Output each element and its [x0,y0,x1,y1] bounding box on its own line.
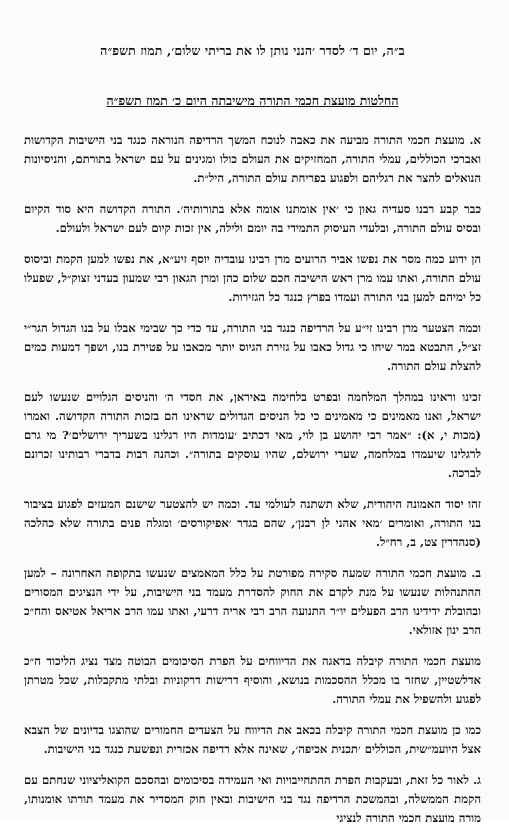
document-title: החלטות מועצת חכמי התורה מישיבתה היום כ׳ תמוז תשפ״ה [106,93,399,108]
paragraph-7: ב. מועצת חכמי התורה שמעה סקירה מפורטת על כלל המאמצים שנעשו בתקופה האחרונה – למען ההתנהלות שנעשו על מנת לקדם את החוק להסדרת מעמד בני הישיבות, על ידי הנציגים המסורים ובהובלת ידידינו הרב הפעלים יו״ר התנועה הרב רבי אריה דרעי, ואתו עמו הרב אריאל אטיאס והח״כ הרב ינון אזולאי. [24,566,481,637]
paragraph-5: זכינו וראינו במהלך המלחמה ובפרט בלחימה באיראן, את חסדי ה׳ והניסים הגלויים שנעשו לעם ישראל, ואנו מאמינים כי מאמינים כי כל הניסים הגדולים שראינו הם בזכות התורה הקדושה. ואמרו (מכות י, א): ״אמר רבי יהושע בן לוי, מאי דכתיב ׳עומדות היו רגלינו בשעריך ירושלים׳? מי גרם לרגלינו שיעמדו במלחמה, שערי ירושלם, שהיו עוסקים בתורה״. וכהנה רבות בדברי רבותינו זכרונם לברכה. [24,390,481,480]
document-header-line: ב״ה, יום ד׳ לסדר ׳הנני נותן לו את בריתי שלום׳, תמוז תשפ״ה [100,43,405,58]
paragraph-1: א. מועצת חכמי התורה מביעה את כאבה לנוכח המשך הרדיפה הנוראה כנגד בני הישיבות הקדושות ואברכי הכוללים, עמלי התורה, המחזיקים את העולם כולו ומגינים על עם ישראל בתורתם, והניסיונות הנואלים להצר את רגליהם ולפגוע בפריחת עולם התורה, היל״ת. [24,133,481,185]
paragraph-6: זהו יסוד האמונה היהודית, שלא תשתנה לעולמי עד. וכמה יש להצטער שישנם המעזים לפגוע בציבור בני התורה, ואומרים ׳מאי אהני לן רבנן׳, שהם בגדר ׳אפיקורסים׳ ומגלה פנים בתורה שלא כהלכה (סנהדרין צט, ב, רח״ל. [24,497,481,549]
paragraph-9: כמו כן מועצת חכמי התורה קיבלה בכאב את הדיווח על הצעדים החמורים שהוצגו בדיונים של הצבא אצל היועמ״שית, הכוללים ׳תכנית אכיפה׳, שאינה אלא רדיפה אכזרית ונפשעת כנגד בני הישיבות. [24,723,481,756]
paragraph-3: הן ידוע כמה מסר את נפשו אביר הרועים מרן רבינו עובדיה יוסף זיע״א, את נפשו למען הקמת וביסוס עולם התורה, ואתו עמו מרן ראש הישיבה חכם שלום כהן ומרן הגאון רבי שמעון בעדני זצוק״ל, שפעלו כל ימיהם למען בני התורה ועמדו בפרץ כנגד כל הגזירות. [24,252,481,304]
paragraph-10: ג. לאור כל זאת, ובעקבות הפרת ההתחייבויות ואי העמידה בסיכומים ובהסכם הקואליציוני שנחתם עם הקמת הממשלה, ובהמשכת הרדיפה נגד בני הישיבות ובאין חוק המסדיר את מעמד תורתו אומנותו, מורה מועצת חכמי התורה לנציגי [24,773,481,825]
paragraph-4: וכמה הצטער מרן רבינו זי״ע על הרדיפה כנגד בני התורה, עד כדי כך שבימי אבלו על בנו הגדול הגר״י זצ״ל, התבטא במר שיחו כי גדול כאבו על גזירת הגיוס יותר מכאבו על פטירת בנו, ושפך דמעות כמים להצלת עולם התורה. [24,321,481,373]
paragraph-2: כבר קבע רבנו סעדיה גאון כי ׳אין אומתנו אומה אלא בתורותיה׳. התורה הקדושה היא סוד הקיום ובסיס עולם התורה, ובלעדי העיסוק התמידי בה יומם ולילה, אין זכות קיום לעם ישראל ולעולם. [24,202,481,235]
paragraph-8: מועצת חכמי התורה קיבלה בדאגה את הדיווחים על הפרת הסיכומים הבוטה מצד נציג הליכוד ח״כ אדלשטיין, שחזר בו מכלל ההסכמות בנושא, והוסיף דרישות דרקוניות ובלתי מתקבלות, שכל מטרתן לפגוע ולהשפיל את עמלי התורה. [24,654,481,706]
